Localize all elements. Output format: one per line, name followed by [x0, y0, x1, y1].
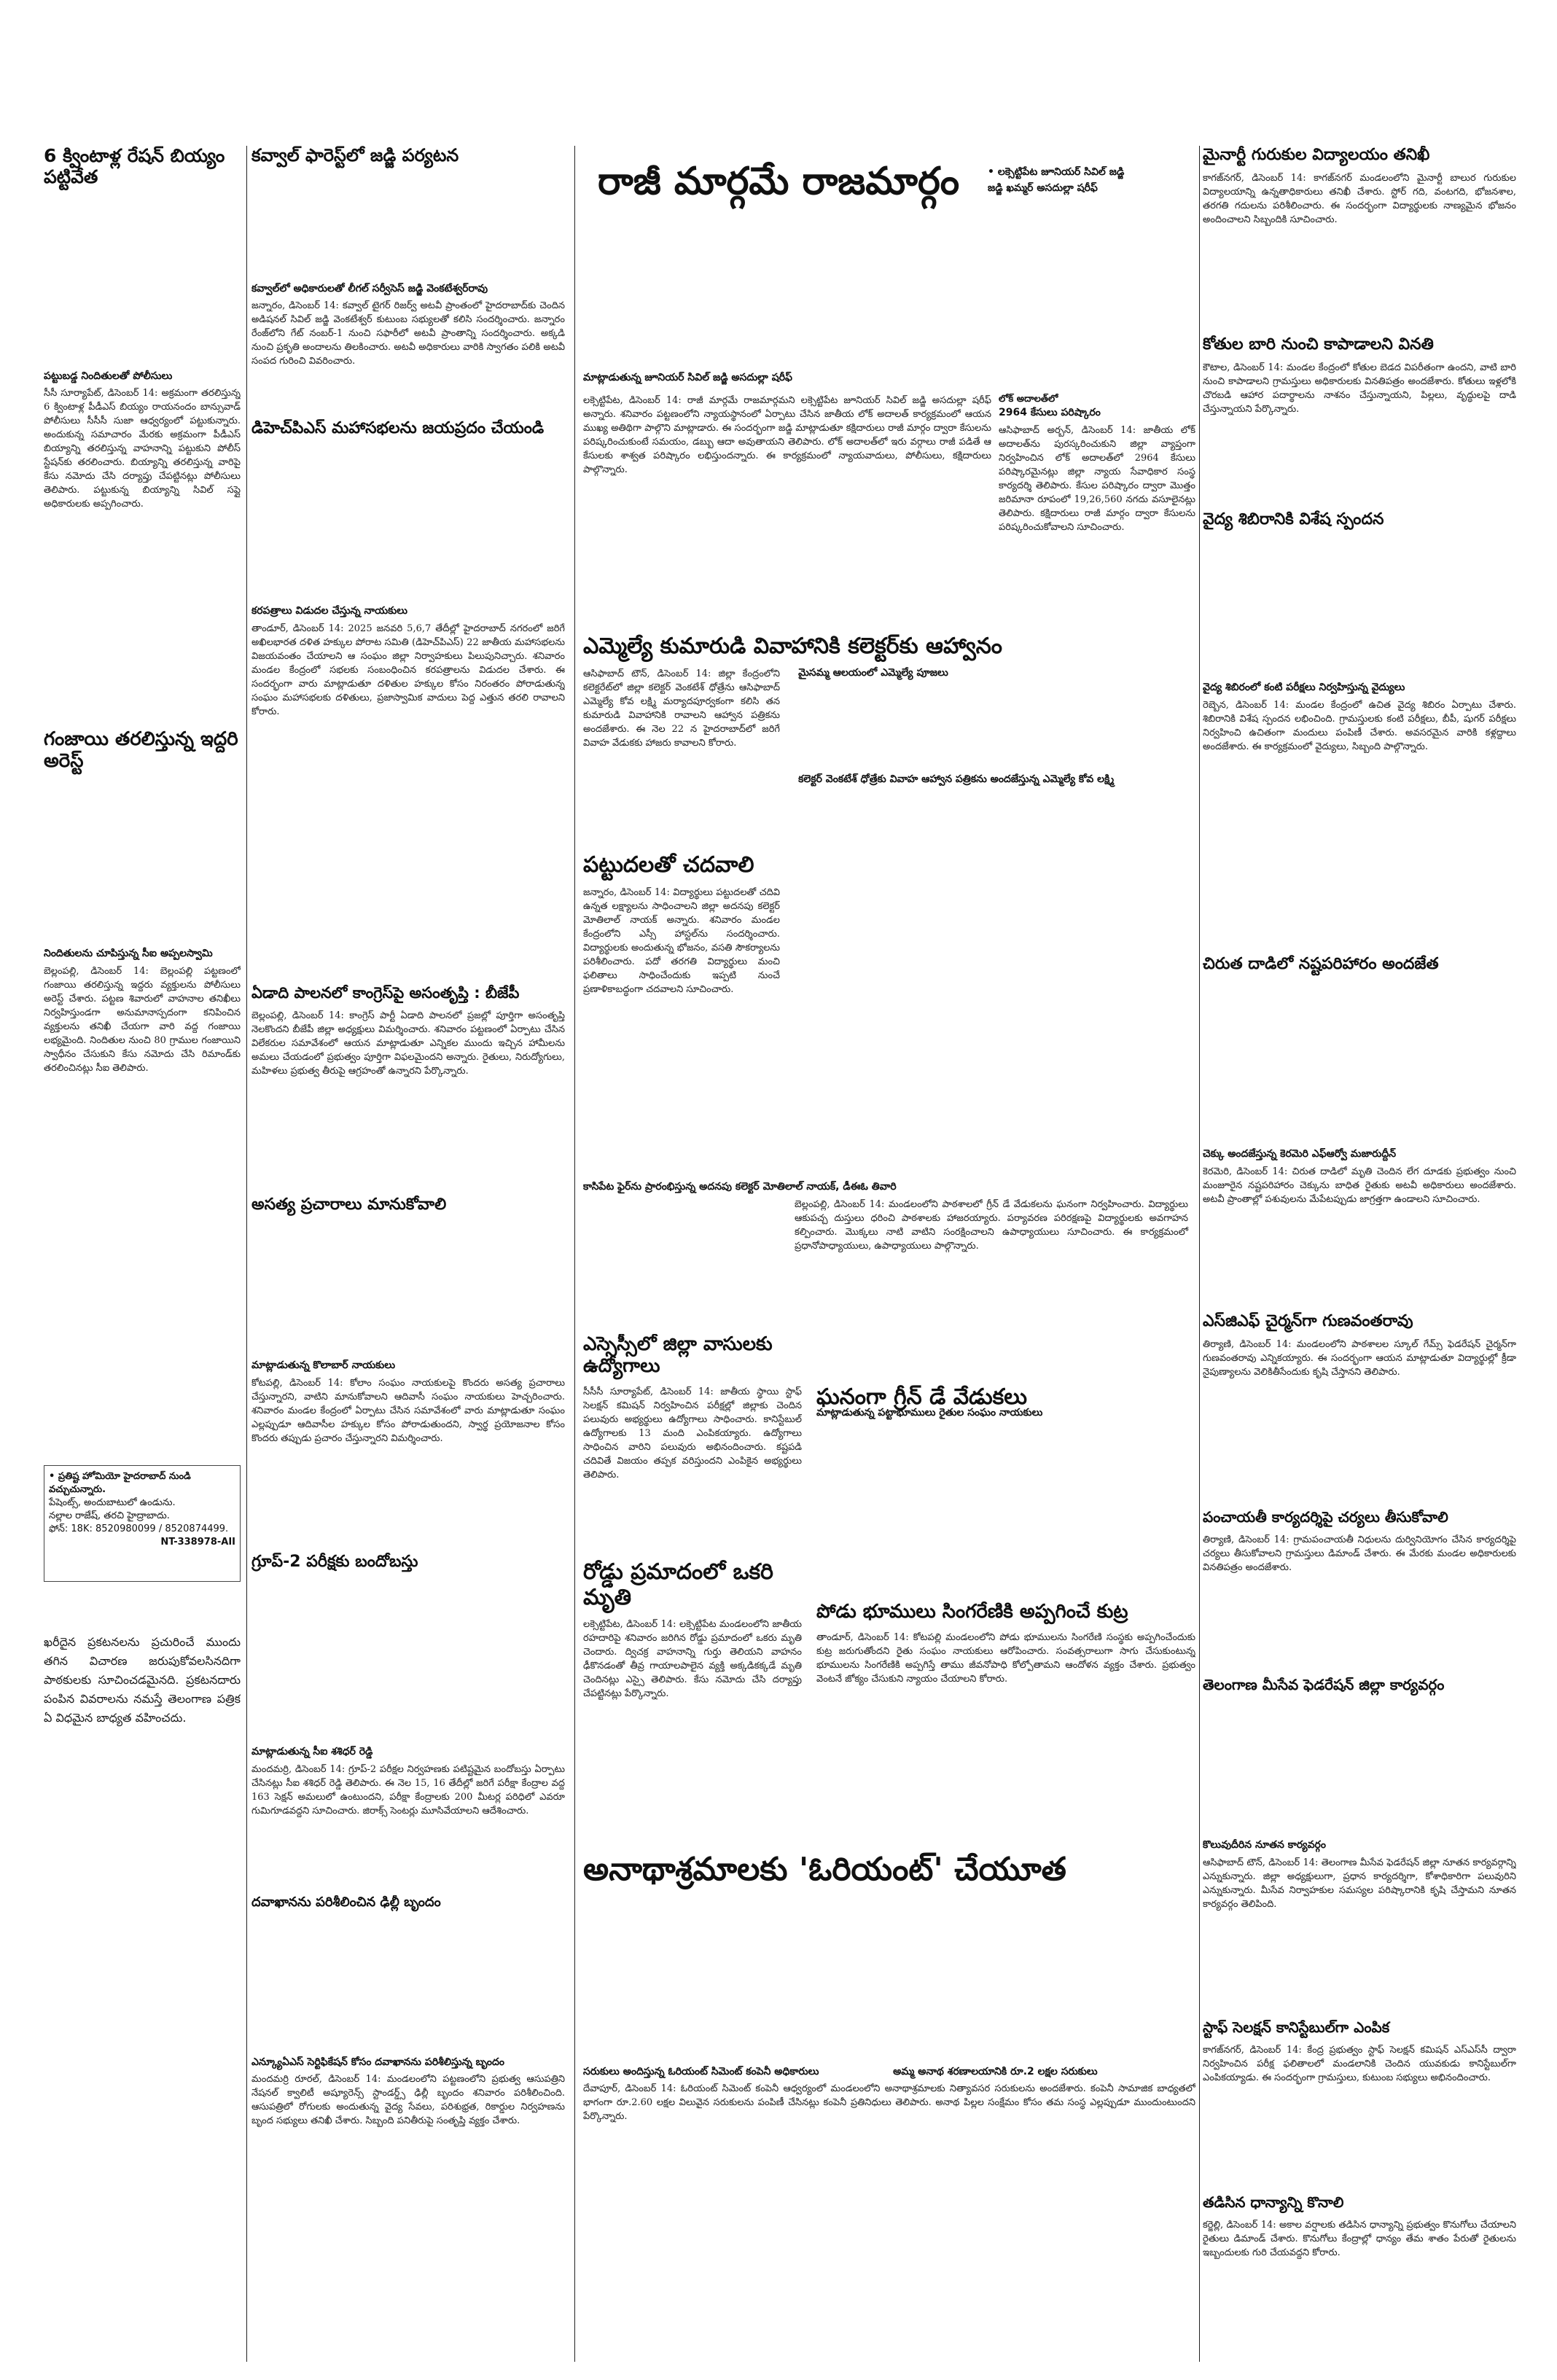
article-dhps-sabha [251, 419, 565, 944]
headline: పట్టుదలతో చదవాలి [583, 853, 754, 878]
ad-line: • ప్రతిష్ట హోమియో హైదరాబాద్ నుండి వచ్చుచున్నారు. [49, 1471, 191, 1495]
article-body: కౌటాల, డిసెంబర్ 14: మండల కేంద్రంలో కోతుల బెడద విపరీతంగా ఉందని, వాటి బారి నుంచి కాపాడాలని గ్రామస్తులు అధికారులకు వినతిపత్రం అందజేశారు. కోతులు ఇళ్లలోకి చొరబడి ఆహార పదార్థాలను నాశనం చేస్తున్నాయని, పిల్లలు, వృద్ధులపై దాడి చేస్తున్నాయని పేర్కొన్నారు. [1203, 362, 1516, 415]
ad-code: NT-338978-AII [160, 1537, 235, 1548]
article-body: కెరమెరి, డిసెంబర్ 14: చిరుత దాడిలో మృతి చెందిన లేగ దూడకు ప్రభుత్వం నుంచి మంజూరైన నష్టపరిహారం చెక్కును బాధిత రైతుకు అటవీ అధికారులు అందజేశారు. అటవీ ప్రాంతాల్లో పశువులను మేపేటప్పుడు జాగ్రత్తగా ఉండాలని సూచించారు. [1203, 1166, 1516, 1206]
headline: కవ్వాల్ ఫారెస్ట్‌లో జడ్జి పర్యటన [251, 146, 459, 165]
article-body: మందమర్రి, డిసెంబర్ 14: గ్రూప్-2 పరీక్షల నిర్వహణకు పటిష్టమైన బందోబస్తు ఏర్పాటు చేసినట్లు సీఐ శశిధర్ రెడ్డి తెలిపారు. ఈ నెల 15, 16 తేదీల్లో జరిగే పరీక్షా కేంద్రాల వద్ద 163 సెక్షన్ అమలులో ఉంటుందని, పరీక్షా కేంద్రాలకు 200 మీటర్ల పరిధిలో ఎవరూ గుమిగూడవద్దని సూచించారు. జిరాక్స్ సెంటర్లు మూసివేయాలని ఆదేశించారు. [251, 1764, 565, 1817]
article-body: తిర్యాణి, డిసెంబర్ 14: గ్రామపంచాయతీ నిధులను దుర్వినియోగం చేసిన కార్యదర్శిపై చర్యలు తీసుకోవాలని గ్రామస్తులు డిమాండ్ చేశారు. ఈ మేరకు మండల అధికారులకు వినతిపత్రం అందజేశారు. [1203, 1534, 1516, 1573]
article-false-propaganda [251, 1195, 565, 1560]
article-podu-lands [816, 1400, 1195, 1808]
headline: పోడు భూములు సింగరేణికి అప్పగించే కుట్ర [816, 1600, 1128, 1623]
article-body: లక్సెట్టిపేట, డిసెంబర్ 14: లక్సెట్టిపేట మండలంలోని జాతీయ రహదారిపై శనివారం జరిగిన రోడ్డు ప్రమాదంలో ఒకరు మృతి చెందారు. ద్విచక్ర వాహనాన్ని గుర్తు తెలియని వాహనం ఢీకొనడంతో తీవ్ర గాయాలపాలైన వ్యక్తి అక్కడికక్కడే మృతి చెందినట్లు ఎస్సై తెలిపారు. కేసు నమోదు చేసి దర్యాప్తు చేపట్టినట్లు పేర్కొన్నారు. [583, 1619, 802, 1699]
byline-marker: • లక్సెట్టిపేట జూనియర్ సివిల్ జడ్జి [988, 166, 1125, 178]
headline: ఎస్సెస్సీలో జిల్లా వాసులకు ఉద్యోగాలు [583, 1334, 773, 1377]
article-body: లక్సెట్టిపేట, డిసెంబర్ 14: రాజీ మార్గమే రాజమార్గమని లక్సెట్టిపేట జూనియర్ సివిల్ జడ్జి అసదుల్లా షరీఫ్ అన్నారు. శనివారం పట్టణంలోని న్యాయస్థానంలో ఏర్పాటు చేసిన జాతీయ లోక్ అదాలత్ కార్యక్రమంలో ఆయన ముఖ్య అతిథిగా పాల్గొని మాట్లాడారు. ఈ సందర్భంగా జడ్జి మాట్లాడుతూ కక్షిదారులు రాజీ మార్గం ద్వారా కేసులను పరిష్కరించుకుంటే సమయం, డబ్బు ఆదా అవుతాయని తెలిపారు. లోక్ అదాలత్‌లో ఇరు వర్గాలు రాజీ పడితే ఆ కేసులకు శాశ్వత పరిష్కారం లభిస్తుందన్నారు. ఈ కార్యక్రమంలో న్యాయవాదులు, పోలీసులు, కక్షిదారులు పాల్గొన్నారు. [583, 395, 991, 475]
photo-caption: నిందితులను చూపిస్తున్న సీఐ అప్పలస్వామి [44, 947, 213, 959]
photo-caption: కరపత్రాలు విడుదల చేస్తున్న నాయకులు [251, 605, 407, 617]
article-body: బెల్లంపల్లి, డిసెంబర్ 14: మండలంలోని పాఠశాలలో గ్రీన్ డే వేడుకలను ఘనంగా నిర్వహించారు. విద్యార్థులు ఆకుపచ్చ దుస్తులు ధరించి పాఠశాలకు హాజరయ్యారు. పర్యావరణ పరిరక్షణపై విద్యార్థులకు అవగాహన కల్పించారు. మొక్కలు నాటి వాటిని సంరక్షించాలని ఉపాధ్యాయులు సూచించారు. ఈ కార్యక్రమంలో ప్రధానోపాధ్యాయులు, ఉపాధ్యాయులు పాల్గొన్నారు. [795, 1198, 1188, 1252]
article-body: ఆసిఫాబాద్ అర్బన్, డిసెంబర్ 14: జాతీయ లోక్ అదాలత్‌ను పురస్కరించుకుని జిల్లా వ్యాప్తంగా నిర్వహించిన లోక్ అదాలత్‌లో 2964 కేసులు పరిష్కారమైనట్లు జిల్లా న్యాయ సేవాధికార సంస్థ కార్యదర్శి తెలిపారు. కేసుల పరిష్కారం ద్వారా మొత్తం జరిమానా రూపంలో 19,26,560 నగదు వసూలైనట్లు తెలిపారు. కక్షిదారులు రాజీ మార్గం ద్వారా కేసులను పరిష్కరించుకోవాలని సూచించారు. [999, 424, 1195, 533]
headline: స్టాఫ్ సెలక్షన్ కానిస్టేబుల్‌గా ఎంపిక [1203, 2019, 1390, 2036]
headline: డిహెచ్‌పిఎస్ మహాసభలను జయప్రదం చేయండి [251, 419, 545, 437]
photo-caption: కొలువుదీరిన నూతన కార్యవర్గం [1203, 1839, 1326, 1851]
photo-caption: కలెక్టర్ వెంకటేశ్ ధోత్రేకు వివాహ ఆహ్వాన పత్రికను అందజేస్తున్న ఎమ్మెల్యే కోవ లక్ష్మి [798, 773, 1115, 786]
headline: వైద్య శిబిరానికి విశేష స్పందన [1203, 510, 1384, 528]
article-body: సీసీసీ సూర్యాపేట్, డిసెంబర్ 14: జాతీయ స్థాయి స్టాఫ్ సెలక్షన్ కమిషన్ నిర్వహించిన పరీక్షల్లో జిల్లాకు చెందిన పలువురు అభ్యర్థులు ఉద్యోగాలు సాధించారు. కానిస్టేబుల్ ఉద్యోగాలకు 13 మంది ఎంపికయ్యారు. ఉద్యోగాలు సాధించిన వారిని పలువురు అభినందించారు. కష్టపడి చదివితే విజయం తప్పక వరిస్తుందని ఎంపికైన అభ్యర్థులు తెలిపారు. [583, 1386, 802, 1480]
ad-phone: ఫోన్: 18K: 8520980099 / 8520874499. [49, 1523, 229, 1534]
article-mla-wedding [583, 634, 1195, 838]
article-meeseva [1203, 1677, 1516, 1954]
headline: 6 క్వింటాళ్ల రేషన్ బియ్యం పట్టివేత [44, 146, 225, 187]
article-body: కాగజ్‌నగర్, డిసెంబర్ 14: కాగజ్‌నగర్ మండలంలోని మైనార్టీ బాలుర గురుకుల విద్యాలయాన్ని ఉన్నతాధికారులు తనిఖీ చేశారు. స్టోర్ గది, వంటగది, భోజనశాల, తరగతి గదులను పరిశీలించారు. ఈ సందర్భంగా విద్యార్థులకు నాణ్యమైన భోజనం అందించాలని సిబ్బందికి సూచించారు. [1203, 173, 1516, 226]
photo-caption: చెక్కు అందజేస్తున్న కెరమెరి ఎఫ్‌ఆర్వో మజారుద్దీన్ [1203, 1148, 1397, 1160]
headline: గంజాయి తరలిస్తున్న ఇద్దరి అరెస్ట్ [44, 729, 238, 772]
article-body: మందమర్రి రూరల్, డిసెంబర్ 14: మండలంలోని పట్టణంలోని ప్రభుత్వ ఆసుపత్రిని నేషనల్ క్వాలిటీ అష్యూరెన్స్ స్టాండర్డ్స్ ఢిల్లీ బృందం శనివారం పరిశీలించింది. ఆసుపత్రిలో రోగులకు అందుతున్న వైద్య సేవలు, పరిశుభ్రత, రికార్డుల నిర్వహణను బృంద సభ్యులు తనిఖీ చేశారు. సిబ్బంది పనితీరుపై సంతృప్తి వ్యక్తం చేశారు. [251, 2074, 565, 2127]
article-body: బెల్లంపల్లి, డిసెంబర్ 14: బెల్లంపల్లి పట్టణంలో గంజాయి తరలిస్తున్న ఇద్దరు వ్యక్తులను పోలీసులు అరెస్ట్ చేశారు. పట్టణ శివారులో వాహనాల తనిఖీలు నిర్వహిస్తుండగా అనుమానాస్పదంగా కనిపించిన వ్యక్తులను తనిఖీ చేయగా వారి వద్ద గంజాయి లభ్యమైంది. నిందితుల నుంచి 80 గ్రాముల గంజాయిని స్వాధీనం చేసుకుని కేసు నమోదు చేసి రిమాండ్‌కు తరలించినట్లు సీఐ తెలిపారు. [44, 965, 241, 1074]
column-rule [246, 146, 247, 2362]
headline: రోడ్డు ప్రమాదంలో ఒకరి మృతి [583, 1560, 773, 1610]
article-delhi-team [251, 1895, 565, 2362]
caption: లోక్ అదాలత్‌లో [999, 394, 1058, 405]
article-ganja-arrest [44, 729, 241, 1283]
article-minority-school [1203, 146, 1516, 306]
caption-block [798, 667, 1185, 791]
column-rule [574, 146, 575, 2362]
headline: తెలంగాణ మీసేవ ఫెడరేషన్ జిల్లా కార్యవర్గం [1203, 1677, 1445, 1693]
headline: ఏడాది పాలనలో కాంగ్రెస్‌పై అసంతృప్తి : బీజేపీ [251, 984, 520, 1002]
article-body: జన్నారం, డిసెంబర్ 14: కవ్వాల్ టైగర్ రిజర్వ్ అటవీ ప్రాంతంలో హైదరాబాద్‌కు చెందిన అడిషనల్ సివిల్ జడ్జి వెంకటేశ్వర్ కుటుంబ సభ్యులతో కలిసి సందర్శించారు. జన్నారం రేంజ్‌లోని గేట్ నంబర్-1 నుంచి సఫారీలో అటవీ ప్రాంతాన్ని సందర్శించారు. అక్కడి నుంచి ప్రకృతి అందాలను తిలకించారు. అటవీ అధికారులు వారికి స్వాగతం పలికి అటవీ సంపద గురించి వివరించారు. [251, 300, 565, 367]
photo-caption: ఎన్క్యూఏఎస్ సెర్టిఫికేషన్ కోసం దవాఖానను పరిశీలిస్తున్న బృందం [251, 2056, 504, 2068]
headline: అసత్య ప్రచారాలు మానుకోవాలి [251, 1195, 447, 1214]
headline: పంచాయతీ కార్యదర్శిపై చర్యలు తీసుకోవాలి [1203, 1509, 1448, 1526]
headline: దవాఖానను పరిశీలించిన ఢిల్లీ బృందం [251, 1895, 441, 1910]
main-headline: రాజీ మార్గమే రాజమార్గం [598, 160, 960, 203]
article-body: కాగజ్‌నగర్, డిసెంబర్ 14: కేంద్ర ప్రభుత్వం స్టాఫ్ సెలక్షన్ కమిషన్ ఎస్ఎస్‌సీ ద్వారా నిర్వహించిన పరీక్ష ఫలితాలలో మండలానికి చెందిన యువకుడు కానిస్టేబుల్‌గా ఎంపికయ్యాడు. ఈ సందర్భంగా గ్రామస్తులు, కుటుంబ సభ్యులు అభినందించారు. [1203, 2045, 1516, 2083]
article-sgf-chairman [1203, 1312, 1516, 1458]
notice-body: ఖరీదైన ప్రకటనలను ప్రచురించే ముందు తగిన విచారణ జరుపుకోవలసినదిగా పాఠకులకు సూచించడమైనది. ప్రకటనదారు పంపిన వివరాలను నమస్తే తెలంగాణ పత్రిక ఏ విధమైన బాధ్యత వహించదు. [44, 1635, 241, 1725]
article-congress-rule [251, 984, 565, 1203]
notice-disclaimer [44, 1633, 241, 1852]
article-body: బెల్లంపల్లి, డిసెంబర్ 14: కాంగ్రెస్ పార్టీ ఏడాది పాలనలో ప్రజల్లో పూర్తిగా అసంతృప్తి నెలకొందని బీజేపీ జిల్లా అధ్యక్షులు విమర్శించారు. శనివారం పట్టణంలో ఏర్పాటు చేసిన విలేకరుల సమావేశంలో ఆయన మాట్లాడుతూ ఎన్నికల ముందు ఇచ్చిన హామీలను అమలు చేయడంలో ప్రభుత్వం పూర్తిగా విఫలమైందని అన్నారు. రైతులు, నిరుద్యోగులు, మహిళలు ప్రభుత్వ తీరుపై ఆగ్రహంతో ఉన్నారని పేర్కొన్నారు. [251, 1010, 565, 1077]
article-body: తాండూర్, డిసెంబర్ 14: కోటపల్లి మండలంలోని పోడు భూములను సింగరేణి సంస్థకు అప్పగించేందుకు కుట్ర జరుగుతోందని రైతు సంఘం నాయకులు ఆరోపించారు. సంవత్సరాలుగా సాగు చేసుకుంటున్న భూములను సింగరేణికి అప్పగిస్తే తాము జీవనోపాధి కోల్పోతామని ఆందోళన వ్యక్తం చేశారు. ప్రభుత్వం వెంటనే జోక్యం చేసుకుని న్యాయం చేయాలని కోరారు. [816, 1631, 1195, 1685]
photo-caption: పట్టుబడ్డ నిందితులతో పోలీసులు [44, 370, 173, 382]
article-lok-adalat [999, 394, 1195, 627]
photo-caption: వైద్య శిబిరంలో కంటి పరీక్షలు నిర్వహిస్తున్న వైద్యులు [1203, 682, 1405, 694]
article-rice-seizure [44, 146, 241, 510]
article-group2 [251, 1553, 565, 1888]
article-study-hard [583, 853, 1195, 1188]
photo-caption: కవ్వాల్‌లో అధికారులతో లీగల్ సర్వీసెస్ జడ్జి వెంకటేశ్వర్‌రావు [251, 282, 488, 294]
article-orient-ashram [583, 1852, 1195, 2362]
headline: తడిసిన ధాన్యాన్ని కొనాలి [1203, 2194, 1344, 2211]
article-leopard [1203, 955, 1516, 1319]
headline: కోతుల బారి నుంచి కాపాడాలని వినతి [1203, 335, 1434, 354]
masthead [583, 146, 1195, 226]
article-body: తిర్యాణి, డిసెంబర్ 14: మండలంలోని పాఠశాలల స్కూల్ గేమ్స్ ఫెడరేషన్ చైర్మన్‌గా గుణవంతరావు ఎన్నికయ్యారు. ఈ సందర్భంగా ఆయన మాట్లాడుతూ విద్యార్థుల్లో క్రీడా నైపుణ్యాలను వెలికితీసేందుకు కృషి చేస్తానని తెలిపారు. [1203, 1339, 1516, 1378]
headline: ఎమ్మెల్యే కుమారుడి వివాహానికి కలెక్టర్‌కు ఆహ్వానం [583, 634, 1002, 659]
photo-caption: మైసమ్మ ఆలయంలో ఎమ్మెల్యే పూజలు [798, 666, 948, 679]
article-staff-selection [1203, 2019, 1516, 2194]
article-body: ఆసిఫాబాద్ టౌన్, డిసెంబర్ 14: జిల్లా కేంద్రంలోని కలెక్టరేట్‌లో జిల్లా కలెక్టర్ వెంకటేశ్ ధోత్రేను ఆసిఫాబాద్ ఎమ్మెల్యే కోవ లక్ష్మి మర్యాదపూర్వకంగా కలిసి తన కుమారుడి వివాహానికి రావాలని ఆహ్వాన పత్రికను అందజేశారు. ఈ నెల 22 న హైదరాబాద్‌లో జరిగే వివాహ వేడుకకు హాజరు కావాలని కోరారు. [583, 668, 780, 749]
byline-block [988, 164, 1192, 196]
article-body: జన్నారం, డిసెంబర్ 14: విద్యార్థులు పట్టుదలతో చదివి ఉన్నత లక్ష్యాలను సాధించాలని జిల్లా అదనపు కలెక్టర్ మోతిలాల్ నాయక్ అన్నారు. శనివారం మండల కేంద్రంలోని ఎస్సీ హాస్టల్‌ను సందర్శించారు. విద్యార్థులకు అందుతున్న భోజనం, వసతి సౌకర్యాలను పరిశీలించారు. పదో తరగతి విద్యార్థులు మంచి ఫలితాలు సాధించేందుకు ఇప్పటి నుంచే ప్రణాళికాబద్ధంగా చదవాలని సూచించారు. [583, 886, 780, 995]
ad-line: పేషెంట్స్, అందుబాటులో ఉండును. [49, 1497, 176, 1508]
byline-name: జడ్జి ఖమ్మర్ అసదుల్లా షరీఫ్ [988, 182, 1098, 194]
article-body: ఆసిఫాబాద్ టౌన్, డిసెంబర్ 14: తెలంగాణ మీసేవ ఫెడరేషన్ జిల్లా నూతన కార్యవర్గాన్ని ఎన్నుకున్నారు. జిల్లా అధ్యక్షులుగా, ప్రధాన కార్యదర్శిగా, కోశాధికారిగా పలువురిని ఎన్నుకున్నారు. మీసేవ నిర్వాహకుల సమస్యల పరిష్కారానికి కృషి చేస్తామని నూతన కార్యవర్గం తెలిపింది. [1203, 1857, 1516, 1910]
article-wet-grains [1203, 2194, 1516, 2362]
photo-caption: కాసిపేట ఫైర్‌ను ప్రారంభిస్తున్న అదనపు కలెక్టర్ మోతిలాల్ నాయక్, డీఈ‌ఓ తివారి [583, 1181, 897, 1193]
article-body: రెబ్బెన, డిసెంబర్ 14: మండల కేంద్రంలో ఉచిత వైద్య శిబిరం ఏర్పాటు చేశారు. శిబిరానికి విశేష స్పందన లభించింది. గ్రామస్తులకు కంటి పరీక్షలు, బీపీ, షుగర్ పరీక్షలు నిర్వహించి ఉచితంగా మందులు పంపిణీ చేశారు. అవసరమైన వారికి కళ్లద్దాలు అందజేశారు. ఈ కార్యక్రమంలో వైద్యులు, సిబ్బంది పాల్గొన్నారు. [1203, 700, 1516, 753]
article-body: తాండూర్, డిసెంబర్ 14: 2025 జనవరి 5,6,7 తేదీల్లో హైదరాబాద్ నగరంలో జరిగే అఖిలభారత దళిత హక్కుల పోరాట సమితి (డిహెచ్‌పిఎస్) 22 జాతీయ మహాసభలను విజయవంతం చేయాలని ఆ సంఘం జిల్లా నిర్వాహకులు పిలుపునిచ్చారు. శనివారం మండల కేంద్రంలో సభలకు సంబంధించిన కరపత్రాలను విడుదల చేశారు. ఈ సందర్భంగా వారు మాట్లాడుతూ దళితుల హక్కుల కోసం నిరంతరం పోరాడుతున్న సంఘం మహాసభలకు దళితులు, ప్రజాస్వామిక వాదులు పెద్ద ఎత్తున తరలి రావాలని కోరారు. [251, 623, 565, 718]
ad-line: నల్లాల రాజేష్, తరచి హైద్రాబాదు. [49, 1510, 170, 1521]
photo-caption: మాట్లాడుతున్న పట్టాభూములు రైతుల సంఘం నాయకులు [816, 1407, 1043, 1419]
column-rule [1199, 146, 1200, 2362]
headline: ఘనంగా గ్రీన్ డే వేడుకలు [816, 1385, 1027, 1410]
article-body: కోటపల్లి, డిసెంబర్ 14: కోలాం సంఘం నాయకులపై కొందరు అసత్య ప్రచారాలు చేస్తున్నారని, వాటిని మానుకోవాలని ఆదివాసీ సంఘం నాయకులు హెచ్చరించారు. శనివారం మండల కేంద్రంలో ఏర్పాటు చేసిన సమావేశంలో వారు మాట్లాడుతూ సంఘం ఎల్లప్పుడూ ఆదివాసీల హక్కుల కోసం పోరాడుతుందని, స్వార్థ ప్రయోజనాల కోసం కొందరు తప్పుడు ప్రచారం చేస్తున్నారని విమర్శించారు. [251, 1378, 565, 1445]
article-medical-camp [1203, 510, 1516, 933]
headline: చిరుత దాడిలో నష్టపరిహారం అందజేత [1203, 955, 1439, 973]
article-kothula-bari [1203, 335, 1516, 496]
headline: అనాథాశ్రమాలకు 'ఓరియంట్' చేయూత [583, 1852, 1066, 1888]
headline: గ్రూప్-2 పరీక్షకు బందోబస్తు [251, 1553, 418, 1571]
article-panchayat [1203, 1509, 1516, 1669]
subhead: 2964 కేసులు పరిష్కారం [999, 407, 1101, 418]
classified-ad [44, 1465, 241, 1582]
photo-caption: మాట్లాడుతున్న సీఐ శశిధర్ రెడ్డి [251, 1746, 373, 1758]
article-body: కర్జెల్లి, డిసెంబర్ 14: అకాల వర్షాలకు తడిసిన ధాన్యాన్ని ప్రభుత్వం కొనుగోలు చేయాలని రైతులు డిమాండ్ చేశారు. కొనుగోలు కేంద్రాల్లో ధాన్యం తేమ శాతం పేరుతో రైతులను ఇబ్బందులకు గురి చేయవద్దని కోరారు. [1203, 2220, 1516, 2258]
photo-caption: మాట్లాడుతున్న జూనియర్ సివిల్ జడ్జి అసదుల్లా షరీఫ్ [583, 372, 792, 383]
article-body: దేవాపూర్, డిసెంబర్ 14: ఓరియంట్ సిమెంట్ కంపెనీ ఆధ్వర్యంలో మండలంలోని అనాథాశ్రమాలకు నిత్యావసర సరుకులను అందజేశారు. కంపెనీ సామాజిక బాధ్యతలో భాగంగా రూ.2.60 లక్షల విలువైన సరుకులను పంపిణీ చేసినట్లు కంపెనీ ప్రతినిధులు తెలిపారు. అనాథ పిల్లల సంక్షేమం కోసం తమ సంస్థ ఎల్లప్పుడూ ముందుంటుందని పేర్కొన్నారు. [583, 2083, 1195, 2123]
photo-caption: సరుకులు అందిస్తున్న ఓరియంట్ సిమెంట్ కంపెనీ అధికారులు [583, 2065, 819, 2077]
photo-caption: మాట్లాడుతున్న కొలాబార్ నాయకులు [251, 1359, 396, 1372]
article-body: సీసీ సూర్యాపేట్, డిసెంబర్ 14: అక్రమంగా తరలిస్తున్న 6 క్వింటాళ్ల పీడీఎస్ బియ్యం రాయనందం బాన్సువాడ్ పోలీసులు సీసీసీ సుజా ఆధ్వర్యంలో పట్టుకున్నారు. అందుకున్న సమాచారం మేరకు అక్రమంగా పీడీఎస్ బియ్యాన్ని తరలిస్తున్న వాహనాన్ని పట్టుకుని పోలీస్ స్టేషన్‌కు తరలించారు. బియ్యాన్ని తరలిస్తున్న వారిపై కేసు నమోదు చేసి దర్యాప్తు చేపట్టినట్లు పోలీసులు తెలిపారు. పట్టుకున్న బియ్యాన్ని సివిల్ సప్లై అధికారులకు అప్పగించారు. [44, 388, 241, 510]
article-road-accident [583, 1560, 802, 1866]
headline: ఎస్‌జిఎఫ్ చైర్మన్‌గా గుణవంతరావు [1203, 1312, 1413, 1330]
headline: మైనార్టీ గురుకుల విద్యాలయం తనిఖీ [1203, 146, 1430, 164]
caption: అమ్మ అనాథ శరణాలయానికి రూ.2 లక్షల సరుకులు [893, 2065, 1098, 2077]
